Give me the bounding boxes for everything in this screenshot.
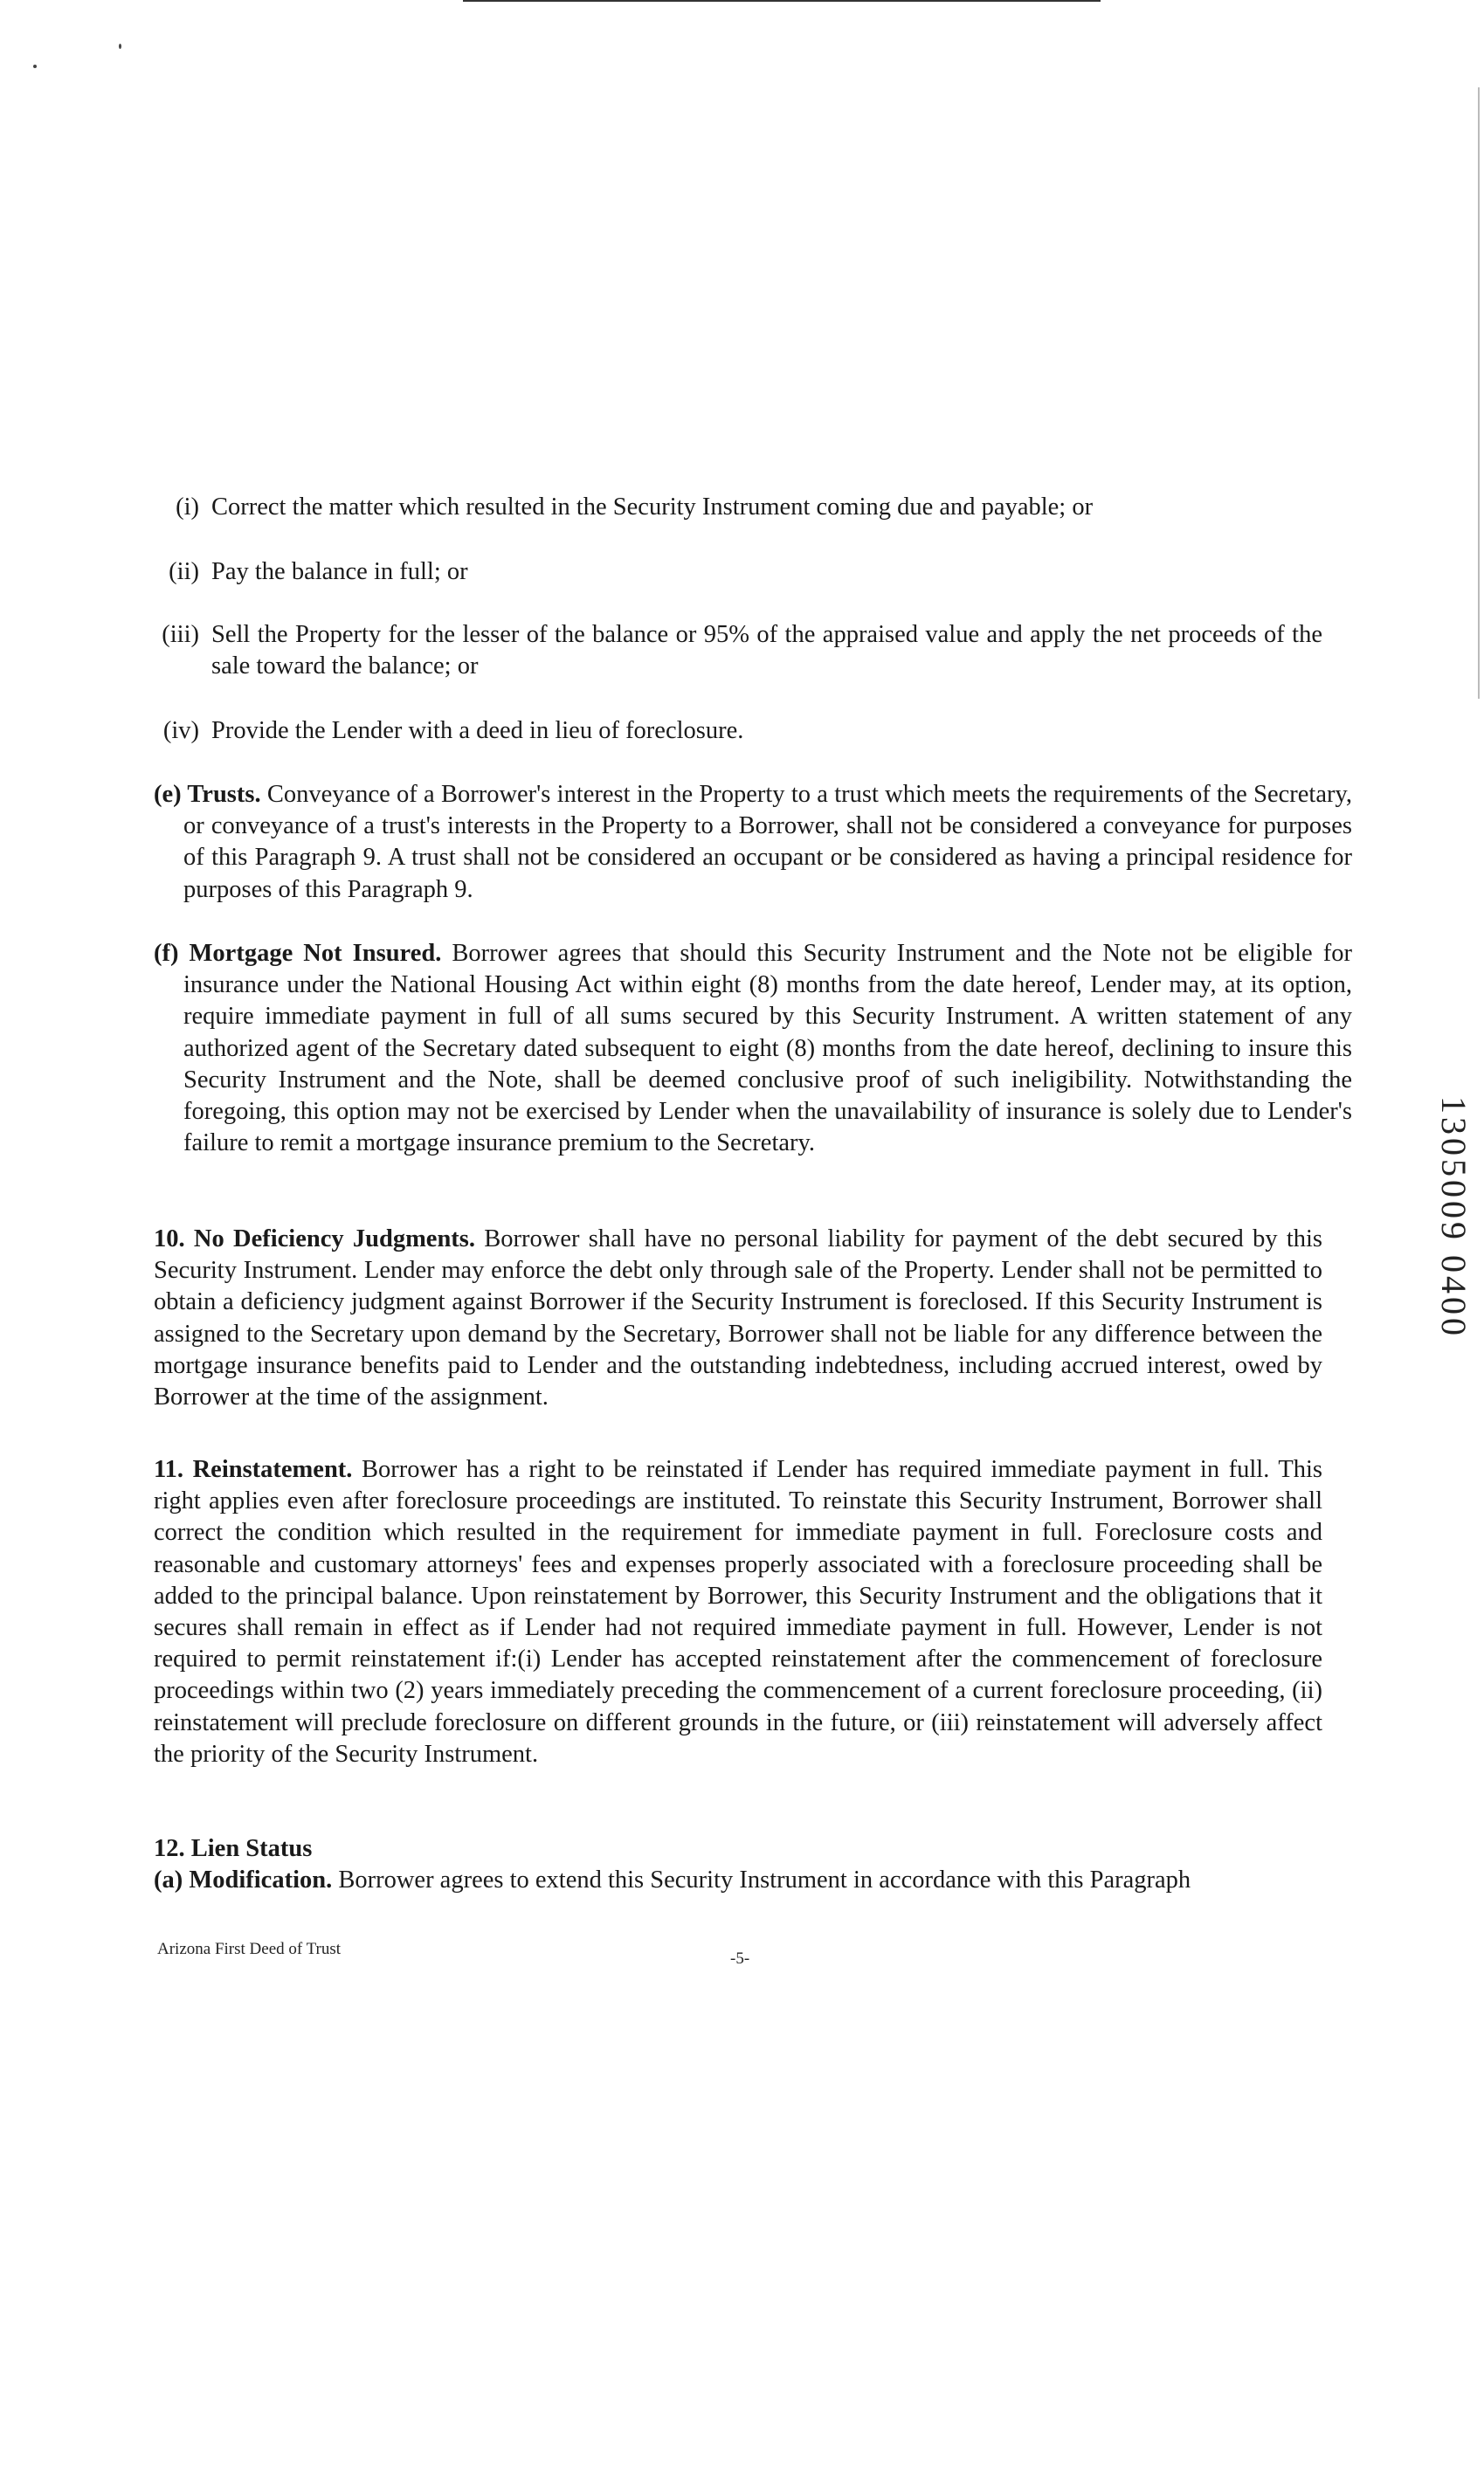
list-item-number: (iii) <box>162 621 199 648</box>
section-text: Borrower shall have no personal liability for payment of the debt secured by this Security Instrument. Lender may enforce the debt only through sale of the Property. Lender shall not be permitted to obtain a deficiency judgment against Borrower if the Security Instrument is foreclosed. If this Security Instrument is assigned to the Secretary upon demand by the Secretary, Borrower shall not be liable for any difference between the mortgage insurance benefits paid to Lender and the outstanding indebtedness, including accrued interest, owed by Borrower at the time of the assignment. <box>154 1225 1323 1411</box>
section-heading: 12. Lien Status <box>154 1835 313 1862</box>
page-edge-line <box>1478 87 1480 699</box>
section-e-trusts <box>154 779 1352 906</box>
section-heading: (e) Trusts. <box>154 781 261 808</box>
section-heading: 10. No Deficiency Judgments. <box>154 1225 476 1252</box>
subsection-text: Borrower agrees to extend this Security Instrument in accordance with this Paragraph <box>338 1866 1191 1894</box>
list-item-i <box>176 492 1322 523</box>
footer-form-name: Arizona First Deed of Trust <box>157 1940 342 1958</box>
list-item-ii <box>169 556 1322 588</box>
section-12-lien-status <box>154 1833 1322 1896</box>
subsection-heading: (a) Modification. <box>154 1866 333 1894</box>
list-item-text: Provide the Lender with a deed in lieu of foreclosure. <box>211 717 744 744</box>
list-item-number: (i) <box>176 493 199 521</box>
list-item-iii <box>162 619 1322 682</box>
section-text: Borrower agrees that should this Security Instrument and the Note not be eligible for insurance under the National Housing Act within eight (8) months from the date hereof, Lender may, at its option, require immediate payment in full of all sums secured by this Security Instrument. A written statement of any authorized agent of the Secretary dated subsequent to eight (8) months from the date hereof, declining to insure this Security Instrument and the Note, shall be deemed conclusive proof of such ineligibility. Notwithstanding the foregoing, this option may not be exercised by Lender when the unavailability of insurance is solely due to Lender's failure to remit a mortgage insurance premium to the Secretary. <box>183 940 1353 1157</box>
scan-speck <box>119 44 121 49</box>
top-rule <box>463 0 1101 2</box>
section-11-reinstatement <box>154 1454 1322 1770</box>
list-item-number: (iv) <box>162 717 199 744</box>
list-item-text: Pay the balance in full; or <box>211 558 468 585</box>
section-10-no-deficiency <box>154 1224 1322 1413</box>
list-item-iv <box>162 715 1322 747</box>
list-item-text: Correct the matter which resulted in the Security Instrument coming due and payable; or <box>211 493 1094 521</box>
section-heading: (f) Mortgage Not Insured. <box>154 940 442 967</box>
recording-number-stamp: 1305009 0400 <box>1434 1096 1474 1339</box>
section-heading: 11. Reinstatement. <box>154 1456 353 1483</box>
list-item-text: Sell the Property for the lesser of the balance or 95% of the appraised value and apply the net proceeds of the sale toward the balance; or <box>211 621 1322 680</box>
section-text: Borrower has a right to be reinstated if Lender has required immediate payment in full. This right applies even after foreclosure proceedings are instituted. To reinstate this Security Instrument, Borrower shall correct the condition which resulted in the requirement for immediate payment in full. Foreclosure costs and reasonable and customary attorneys' fees and expenses properly associated with a foreclosure proceeding shall be added to the principal balance. Upon reinstatement by Borrower, this Security Instrument and the obligations that it secures shall remain in effect as if Lender had not required immediate payment in full. However, Lender is not required to permit reinstatement if:(i) Lender has accepted reinstatement after the commencement of foreclosure proceedings within two (2) years immediately preceding the commencement of a current foreclosure proceeding, (ii) reinstatement will preclude foreclosure on different grounds in the future, or (iii) reinstatement will adversely affect the priority of the Security Instrument. <box>154 1456 1323 1768</box>
list-item-number: (ii) <box>169 558 199 585</box>
section-text: Conveyance of a Borrower's interest in the Property to a trust which meets the requirements of the Secretary, or conveyance of a trust's interests in the Property to a Borrower, shall not be considered a conveyance for purposes of this Paragraph 9. A trust shall not be considered an occupant or be considered as having a principal residence for purposes of this Paragraph 9. <box>183 781 1352 903</box>
footer-page-number: -5- <box>730 1949 750 1968</box>
scan-speck <box>33 65 37 68</box>
section-f-mortgage-not-insured <box>154 938 1352 1159</box>
